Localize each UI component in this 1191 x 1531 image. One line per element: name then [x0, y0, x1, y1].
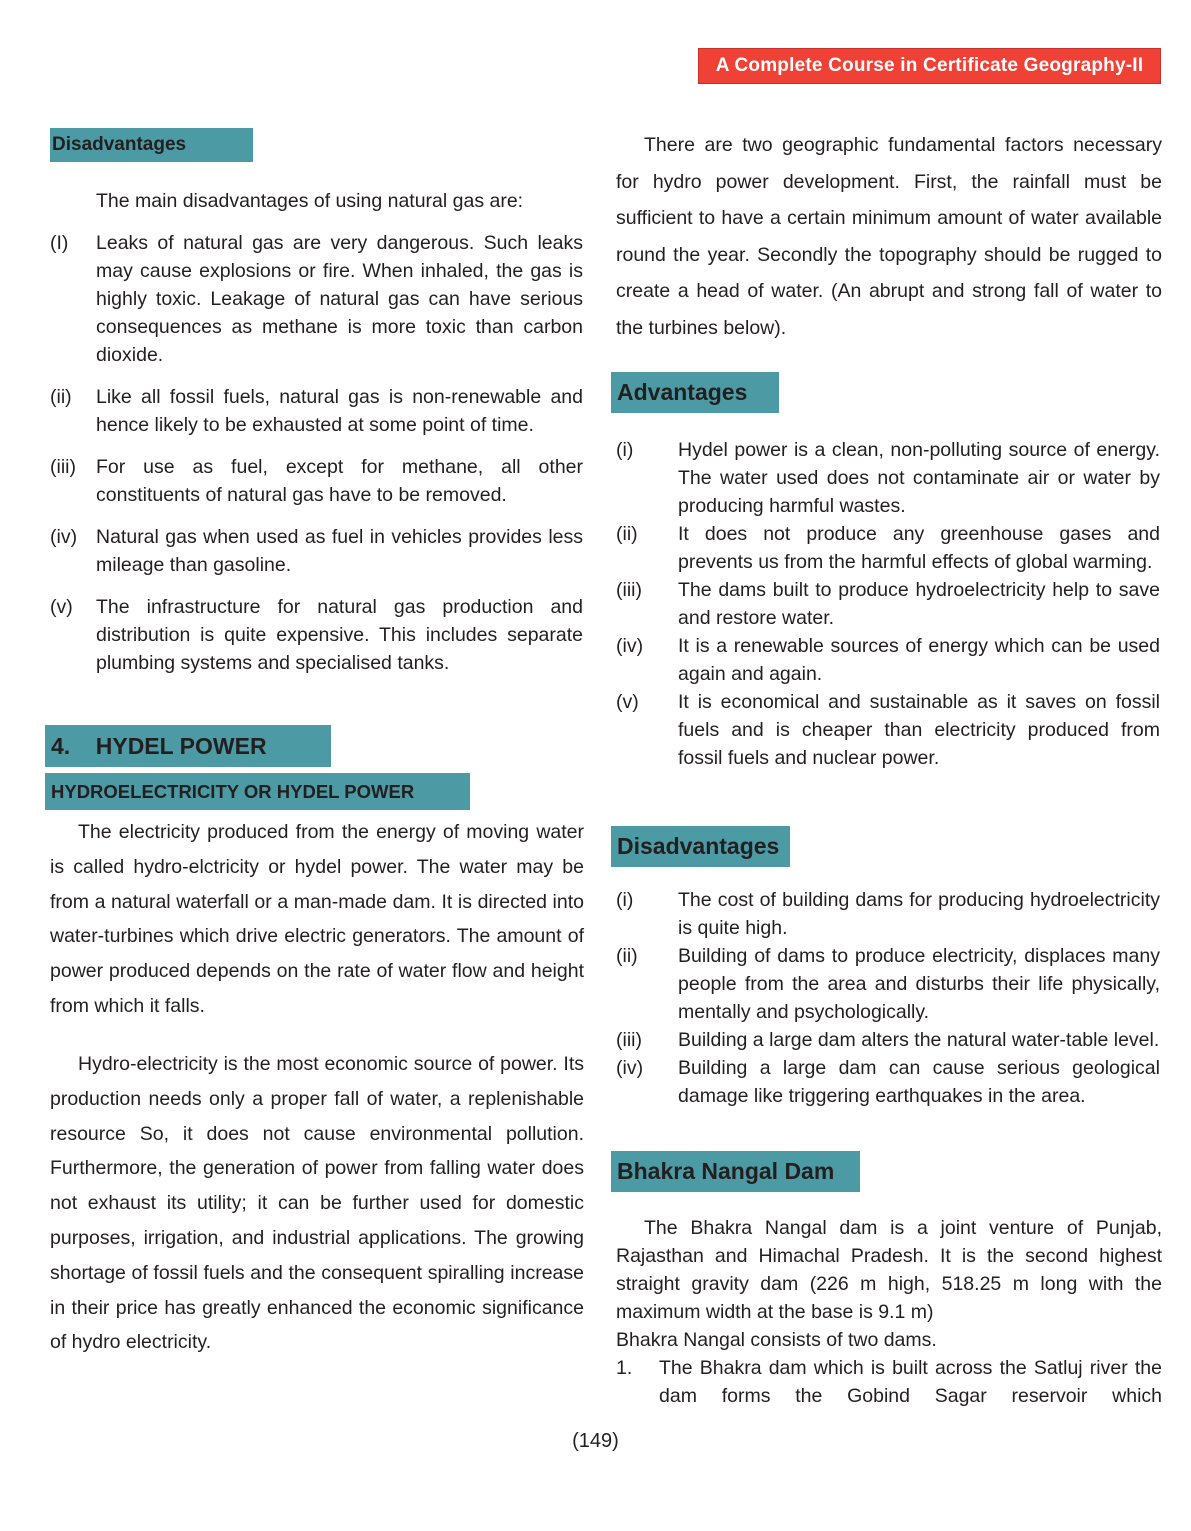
list-item	[616, 1026, 1160, 1054]
hydro-paragraph-1	[50, 815, 584, 1024]
advantages-list	[616, 436, 1160, 772]
item-text: Hydel power is a clean, non-polluting source of energy. The water used does not contaminate air or water by producing harmful wastes.	[678, 439, 1160, 517]
paragraph-text: The Bhakra Nangal dam is a joint venture of Punjab, Rajasthan and Himachal Pradesh. It is the second highest straight gravity dam (226 m high, 518.25 m long with the maximum width at the base is 9.1 m)	[616, 1217, 1162, 1323]
item-number: 1.	[616, 1357, 633, 1379]
item-text: For use as fuel, except for methane, all other constituents of natural gas have to be removed.	[96, 456, 583, 506]
item-number: (iv)	[616, 1057, 644, 1079]
bhakra-paragraph	[616, 1214, 1162, 1354]
item-number: (iii)	[616, 579, 642, 601]
item-text: Building a large dam can cause serious geological damage like triggering earthquakes in the area.	[678, 1057, 1160, 1107]
disadvantages-list-right	[616, 886, 1160, 1110]
page-number: (149)	[572, 1430, 619, 1452]
list-item	[616, 436, 1160, 520]
paragraph-text: Bhakra Nangal consists of two dams.	[616, 1329, 937, 1351]
bhakra-dams-list	[616, 1354, 1162, 1410]
list-item	[50, 229, 583, 369]
item-number: (i)	[616, 439, 634, 461]
list-item	[50, 523, 583, 579]
item-number: (ii)	[616, 523, 638, 545]
bhakra-nangal-heading: Bhakra Nangal Dam	[611, 1151, 860, 1192]
item-text: Building a large dam alters the natural water-table level.	[678, 1029, 1160, 1051]
item-text: It is economical and sustainable as it saves on fossil fuels and is cheaper than electricity produced from fossil fuels and nuclear power.	[678, 691, 1160, 769]
list-item	[616, 576, 1160, 632]
item-number: (ii)	[50, 386, 72, 408]
disadvantages-list-left	[50, 229, 583, 691]
advantages-heading: Advantages	[611, 372, 779, 413]
list-item	[50, 593, 583, 677]
list-item	[616, 688, 1160, 772]
item-text: Leaks of natural gas are very dangerous. Such leaks may cause explosions or fire. When inhaled, the gas is highly toxic. Leakage of natural gas can have serious consequences as methane is more toxic than carbon dioxide.	[96, 232, 583, 366]
item-text: The dams built to produce hydroelectricity help to save and restore water.	[678, 579, 1160, 629]
disadvantages-heading-left: Disadvantages	[50, 128, 253, 162]
item-text: Natural gas when used as fuel in vehicles provides less mileage than gasoline.	[96, 526, 583, 576]
item-number: (v)	[50, 596, 73, 618]
list-item	[616, 942, 1160, 1026]
item-text: It does not produce any greenhouse gases and prevents us from the harmful effects of global warming.	[678, 523, 1160, 573]
subsection-heading-hydroelectricity: HYDROELECTRICITY OR HYDEL POWER	[45, 773, 470, 810]
item-number: (iii)	[616, 1029, 642, 1051]
hydro-factors-paragraph	[616, 127, 1162, 347]
item-text: The Bhakra dam which is built across the Satluj river the dam forms the Gobind Sagar reservoir which	[659, 1357, 1162, 1407]
list-item	[616, 886, 1160, 942]
item-number: (iv)	[616, 635, 644, 657]
item-number: (iii)	[50, 456, 76, 478]
item-number: (v)	[616, 691, 639, 713]
disadvantages-heading-right: Disadvantages	[611, 826, 790, 867]
paragraph-text: Hydro-electricity is the most economic source of power. Its production needs only a proper fall of water, a replenishable resource So, it does not cause environmental pollution. Furthermore, the generation of power from falling water does not exhaust its utility; it can be further used for domestic purposes, irrigation, and industrial applications. The growing shortage of fossil fuels and the consequent spiralling increase in their price has greatly enhanced the economic significance of hydro electricity.	[50, 1053, 584, 1354]
item-text: The infrastructure for natural gas production and distribution is quite expensive. This includes separate plumbing systems and specialised tanks.	[96, 596, 583, 674]
section-heading-hydel-power: 4. HYDEL POWER	[45, 725, 331, 767]
item-number: (I)	[50, 232, 69, 254]
item-text: The cost of building dams for producing hydroelectricity is quite high.	[678, 889, 1160, 939]
list-item	[50, 453, 583, 509]
disadvantages-intro: The main disadvantages of using natural gas are:	[96, 190, 524, 212]
list-item	[616, 1054, 1160, 1110]
list-item	[50, 383, 583, 439]
item-text: It is a renewable sources of energy which can be used again and again.	[678, 635, 1160, 685]
item-text: Building of dams to produce electricity, displaces many people from the area and disturbs their life physically, mentally and psychologically.	[678, 945, 1160, 1023]
list-item	[616, 1354, 1162, 1410]
item-number: (ii)	[616, 945, 638, 967]
hydro-paragraph-2	[50, 1047, 584, 1360]
paragraph-text: The electricity produced from the energy of moving water is called hydro-elctricity or hydel power. The water may be from a natural waterfall or a man-made dam. It is directed into water-turbines which drive electric generators. The amount of power produced depends on the rate of water flow and height from which it falls.	[50, 821, 584, 1017]
item-number: (iv)	[50, 526, 78, 548]
course-title-badge: A Complete Course in Certificate Geography-II	[698, 48, 1161, 84]
list-item	[616, 520, 1160, 576]
list-item	[616, 632, 1160, 688]
item-text: Like all fossil fuels, natural gas is non-renewable and hence likely to be exhausted at some point of time.	[96, 386, 583, 436]
paragraph-text: There are two geographic fundamental factors necessary for hydro power development. First, the rainfall must be sufficient to have a certain minimum amount of water available round the year. Secondly the topography should be rugged to create a head of water. (An abrupt and strong fall of water to the turbines below).	[616, 134, 1162, 339]
item-number: (i)	[616, 889, 634, 911]
